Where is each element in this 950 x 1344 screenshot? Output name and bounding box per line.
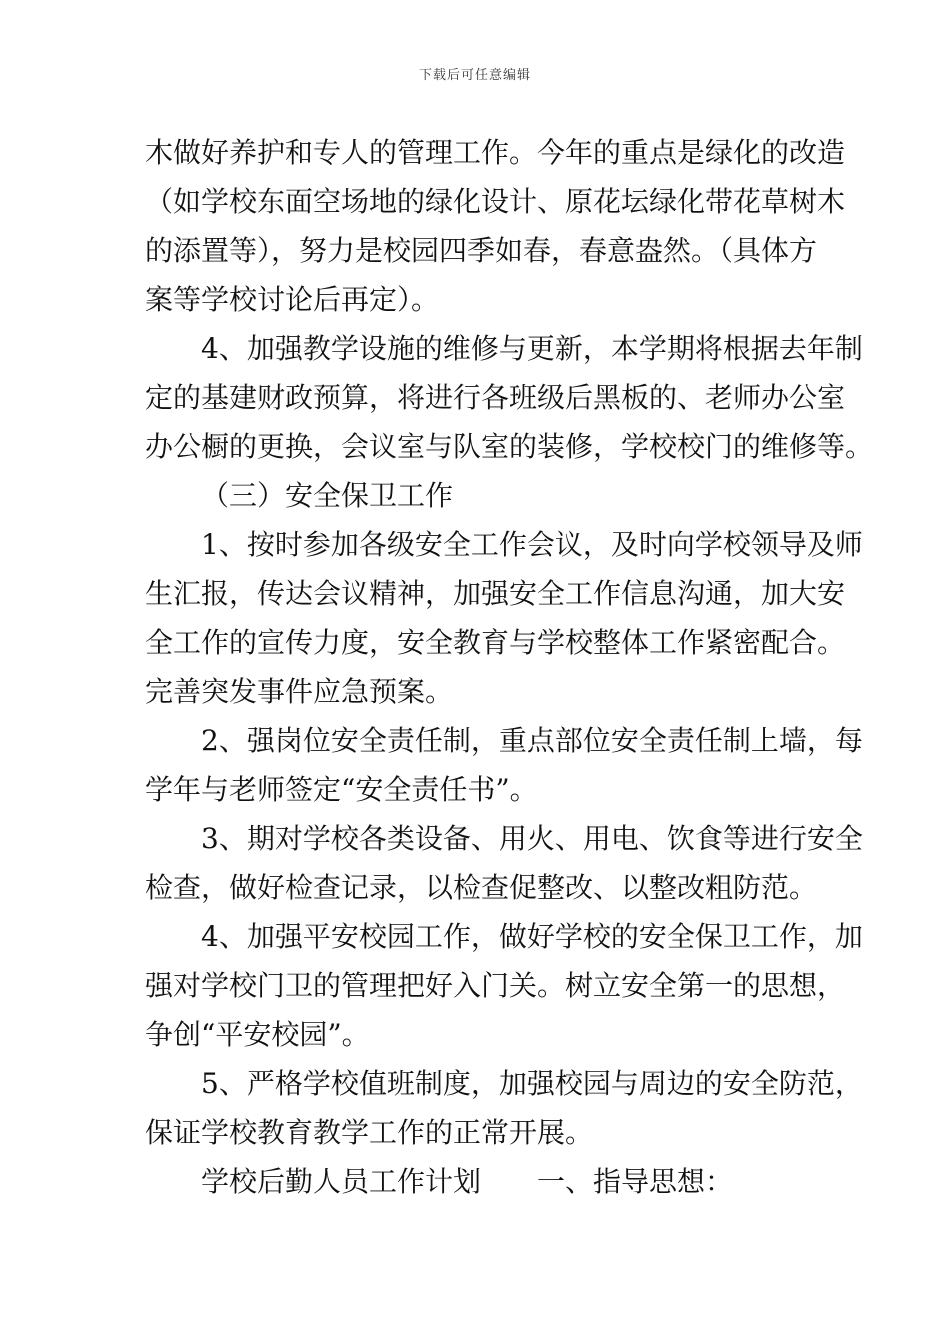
- text-line: （如学校东面空场地的绿化设计、原花坛绿化带花草树木: [145, 185, 846, 218]
- text-line: 学年与老师签定“安全责任书”。: [145, 773, 538, 806]
- text-line: 全工作的宣传力度，安全教育与学校整体工作紧密配合。: [145, 626, 846, 659]
- text-line: 案等学校讨论后再定）。: [145, 283, 440, 316]
- text-line: 学校后勤人员工作计划 一、指导思想：: [201, 1165, 734, 1198]
- text-line: 办公橱的更换，会议室与队室的装修，学校校门的维修等。: [145, 430, 874, 463]
- text-line: 的添置等），努力是校园四季如春，春意盎然。（具体方: [145, 234, 818, 267]
- text-line: 检查，做好检查记录，以检查促整改、以整改粗防范。: [145, 871, 818, 904]
- text-line: 定的基建财政预算，将进行各班级后黑板的、老师办公室: [145, 381, 846, 414]
- page-header-note: 下载后可任意编辑: [418, 68, 531, 83]
- text-line: 完善突发事件应急预案。: [145, 675, 454, 708]
- text-line: 木做好养护和专人的管理工作。今年的重点是绿化的改造: [145, 136, 846, 169]
- text-line: 保证学校教育教学工作的正常开展。: [145, 1116, 594, 1149]
- text-line: 2、强岗位安全责任制，重点部位安全责任制上墙，每: [201, 724, 863, 757]
- text-line: 1、按时参加各级安全工作会议，及时向学校领导及师: [201, 528, 863, 561]
- text-line: 生汇报，传达会议精神，加强安全工作信息沟通，加大安: [145, 577, 846, 610]
- text-line: 5、严格学校值班制度，加强校园与周边的安全防范，: [201, 1067, 863, 1100]
- text-line: 4、加强平安校园工作，做好学校的安全保卫工作，加: [201, 920, 863, 953]
- text-line: （三）安全保卫工作: [201, 479, 454, 512]
- text-line: 3、期对学校各类设备、用火、用电、饮食等进行安全: [201, 822, 863, 855]
- text-line: 争创“平安校园”。: [145, 1018, 370, 1051]
- document-body: [145, 128, 874, 1206]
- text-line: 强对学校门卫的管理把好入门关。树立安全第一的思想，: [145, 969, 846, 1002]
- text-line: 4、加强教学设施的维修与更新，本学期将根据去年制: [201, 332, 863, 365]
